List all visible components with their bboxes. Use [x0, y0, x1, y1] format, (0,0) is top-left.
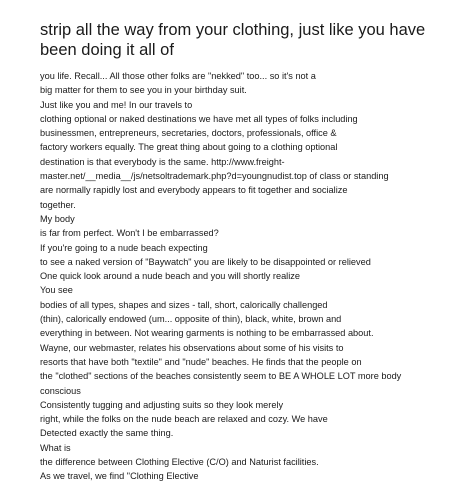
body-line: My body	[40, 213, 75, 224]
body-line: big matter for them to see you in your birthday suit.	[40, 85, 247, 96]
body-line: What is	[40, 442, 71, 453]
body-line: As we travel, we find "Clothing Elective	[40, 471, 199, 482]
body-line: Wayne, our webmaster, relates his observations about some of his visits to	[40, 342, 344, 353]
document-title: strip all the way from your clothing, just like you have been doing it all of	[40, 21, 426, 59]
body-line: One quick look around a nude beach and you will shortly realize	[40, 271, 300, 282]
body-line: is far from perfect. Won't I be embarrassed?	[40, 228, 219, 239]
body-line: are normally rapidly lost and everybody appears to fit together and socialize	[40, 185, 348, 196]
body-line: businessmen, entrepreneurs, secretaries, doctors, professionals, office &	[40, 128, 337, 139]
body-line: together.	[40, 199, 76, 210]
body-line: clothing optional or naked destinations we have met all types of folks including	[40, 113, 358, 124]
body-line: to see a naked version of "Baywatch" you are likely to be disappointed or relieved	[40, 256, 371, 267]
document-body	[40, 69, 470, 484]
body-line: conscious	[40, 385, 81, 396]
body-line: Detected exactly the same thing.	[40, 428, 174, 439]
body-line: Just like you and me! In our travels to	[40, 99, 193, 110]
body-line: the difference between Clothing Elective (C/O) and Naturist facilities.	[40, 457, 319, 468]
body-line: everything in between. Not wearing garments is nothing to be embarrassed about.	[40, 328, 374, 339]
body-line: you life. Recall... All those other folks are "nekked" too... so it's not a	[40, 71, 316, 81]
body-line: Consistently tugging and adjusting suits so they look merely	[40, 399, 284, 410]
body-line-link: master.net/__media__/js/netsoltrademark.php?d=youngnudist.top of class or standing	[40, 171, 389, 182]
body-line: bodies of all types, shapes and sizes - tall, short, calorically challenged	[40, 299, 328, 310]
body-line: If you're going to a nude beach expecting	[40, 242, 208, 253]
body-line: the "clothed" sections of the beaches consistently seem to BE A WHOLE LOT more body	[40, 371, 402, 382]
body-line: resorts that have both "textile" and "nude" beaches. He finds that the people on	[40, 356, 362, 367]
body-line: destination is that everybody is the same. http://www.freight-	[40, 156, 285, 167]
body-line: (thin), calorically endowed (um... opposite of thin), black, white, brown and	[40, 314, 342, 325]
body-line: You see	[40, 285, 73, 296]
body-line: right, while the folks on the nude beach are relaxed and cozy. We have	[40, 414, 328, 425]
body-line: factory workers equally. The great thing about going to a clothing optional	[40, 142, 338, 153]
